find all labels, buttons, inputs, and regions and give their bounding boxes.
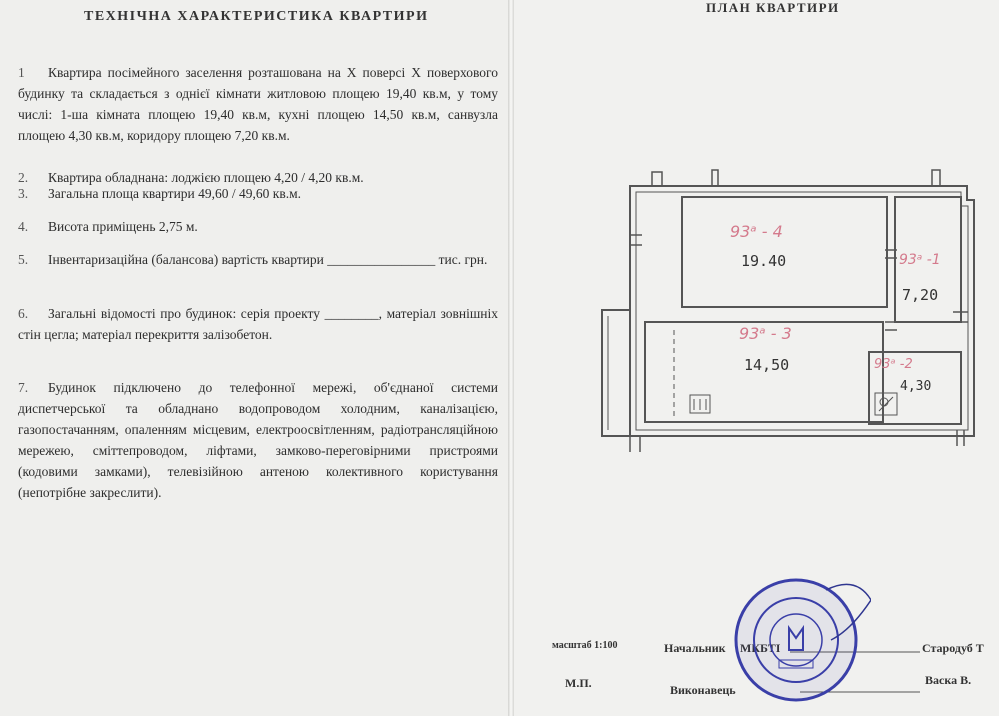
loggia-wall [602,310,630,436]
official-stamp-icon [731,570,871,710]
item-6-text: Загальні відомості про будинок: серія проекту ________, матеріал зовнішніх стін цегла; матеріал перекриття залізобетон. [18,306,498,342]
room-2-area: 4,30 [900,379,932,394]
plan-title: ПЛАН КВАРТИРИ [706,0,840,15]
shower-icon [875,393,897,415]
stove-icon [690,395,710,413]
item-3 [18,183,498,204]
room-4-area: 19.40 [741,252,787,270]
item-1-num: 1 [18,65,25,80]
head-name: Стародуб Т [922,641,984,655]
item-7 [18,377,498,503]
item-5-num: 5. [18,252,29,267]
item-1 [18,62,498,146]
inner-wall-line [636,192,968,430]
room-3-area: 14,50 [744,356,790,374]
mp-label: М.П. [565,676,592,690]
item-5 [18,249,498,270]
executor-name: Васка В. [925,673,972,687]
room-1-area: 7,20 [902,286,939,304]
item-2-num: 2. [18,170,29,185]
item-7-text: Будинок підключено до телефонної мережі, об'єднаної системи диспетчерської та обладнано водопроводом холодним, каналізацією, газопостачанням, опаленням місцевим, електроосвітленням, радіотрансляційною мережею, сміттепроводом, ліфтами, замково-переговірними пристроями (кодовими замками), телевізійною антеною колективного користування (непотрібне закреслити). [18,380,498,500]
left-title: ТЕХНІЧНА ХАРАКТЕРИСТИКА КВАРТИРИ [84,9,429,24]
executor-label: Виконавець [670,683,736,697]
item-5-text: Інвентаризаційна (балансова) вартість квартири ________________ тис. грн. [48,252,488,267]
item-7-num: 7. [18,380,29,395]
item-1-text: Квартира посімейного заселення розташована на Х поверсі Х поверхового будинку та складається з однієї кімнати житловою площею 19,40 кв.м, у тому числі: 1-ша кімната площею 19,40 кв.м, кухні площею 14,50 кв.м, санвузла площею 4,30 кв.м, коридору площею 7,20 кв.м. [18,65,498,143]
room-4-id: 93ᵃ - 4 [730,222,783,241]
room-2-id: 93ᵃ -2 [874,357,913,372]
scale-label: масштаб 1:100 [552,640,618,651]
item-4-num: 4. [18,219,29,234]
item-4-text: Висота приміщень 2,75 м. [48,219,198,234]
room-3-id: 93ᵃ - 3 [739,324,792,343]
item-6-num: 6. [18,306,29,321]
item-6 [18,303,498,345]
item-4 [18,216,498,237]
item-3-text: Загальна площа квартири 49,60 / 49,60 кв.м. [48,186,302,201]
item-3-num: 3. [18,186,29,201]
room-1-id: 93ᵃ -1 [899,252,941,268]
item-2-text: Квартира обладнана: лоджією площею 4,20 / 4,20 кв.м. [48,170,364,185]
head-label: Начальник [664,641,726,655]
